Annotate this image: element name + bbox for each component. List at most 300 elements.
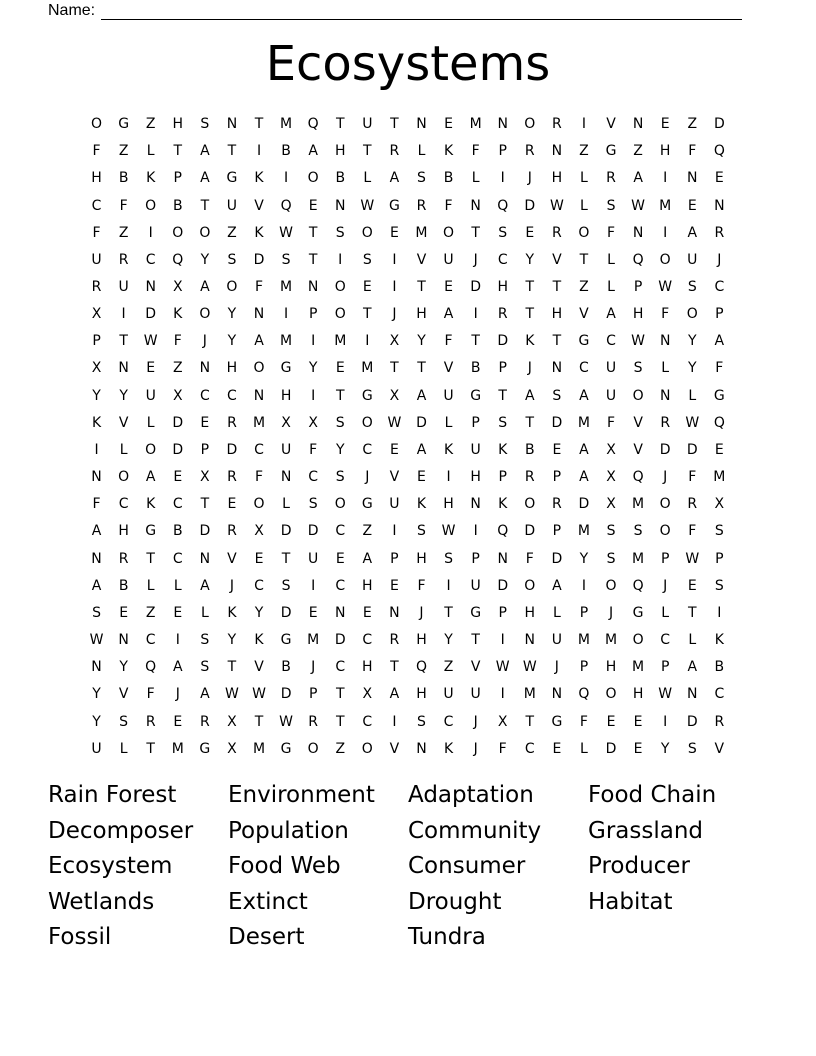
grid-letter[interactable]: Y [119,659,128,676]
grid-letter[interactable]: M [171,740,184,757]
grid-letter[interactable]: K [714,632,724,649]
grid-letter[interactable]: R [227,523,237,540]
grid-letter[interactable]: V [118,414,129,431]
grid-letter[interactable]: F [471,143,480,160]
grid-letter[interactable]: N [687,686,698,703]
grid-letter[interactable]: R [308,713,319,730]
grid-letter[interactable]: N [307,279,319,296]
grid-letter[interactable]: N [497,116,508,133]
grid-letter[interactable]: R [389,632,400,649]
grid-letter[interactable]: J [527,360,532,377]
grid-letter[interactable]: R [227,414,237,431]
grid-letter[interactable]: W [143,333,158,350]
grid-letter[interactable]: V [714,740,725,757]
grid-letter[interactable]: C [606,333,616,350]
grid-letter[interactable]: D [172,414,184,431]
grid-letter[interactable]: V [579,306,589,323]
grid-letter[interactable]: O [632,632,644,649]
grid-letter[interactable]: S [633,523,643,540]
grid-letter[interactable]: S [362,251,372,268]
grid-letter[interactable]: H [91,170,102,187]
grid-letter[interactable]: F [715,360,724,377]
grid-letter[interactable]: J [365,469,370,486]
grid-letter[interactable]: W [441,523,456,540]
grid-letter[interactable]: M [307,632,320,649]
grid-letter[interactable]: K [525,333,535,350]
grid-letter[interactable]: L [607,279,615,296]
grid-letter[interactable]: N [226,116,238,133]
grid-letter[interactable]: T [444,604,453,621]
grid-letter[interactable]: L [282,496,290,513]
grid-letter[interactable]: I [500,686,505,703]
grid-letter[interactable]: O [334,306,346,323]
grid-letter[interactable]: O [524,116,536,133]
grid-letter[interactable]: E [687,197,697,214]
grid-letter[interactable]: G [578,333,590,350]
grid-letter[interactable]: A [91,577,102,594]
grid-letter[interactable]: K [498,496,508,513]
grid-letter[interactable]: P [633,279,643,296]
grid-letter[interactable]: P [390,550,399,567]
grid-letter[interactable]: D [686,441,698,458]
grid-letter[interactable]: H [632,686,644,703]
grid-letter[interactable]: R [199,713,210,730]
grid-letter[interactable]: O [361,740,373,757]
grid-letter[interactable]: F [92,496,101,513]
grid-letter[interactable]: Z [172,360,183,377]
grid-letter[interactable]: W [658,686,673,703]
grid-letter[interactable]: S [444,550,453,567]
grid-letter[interactable]: R [606,170,616,187]
grid-letter[interactable]: Y [254,604,264,621]
grid-letter[interactable]: T [471,333,480,350]
grid-letter[interactable]: W [387,414,402,431]
grid-letter[interactable]: O [253,496,265,513]
grid-letter[interactable]: A [579,469,589,486]
grid-letter[interactable]: S [606,550,616,567]
grid-letter[interactable]: U [687,251,698,268]
grid-letter[interactable]: Z [633,143,643,160]
grid-letter[interactable]: G [199,740,211,757]
grid-letter[interactable]: A [525,387,535,404]
grid-letter[interactable]: Y [92,686,101,703]
grid-letter[interactable]: O [361,224,373,241]
grid-letter[interactable]: I [473,523,478,540]
grid-letter[interactable]: G [470,387,482,404]
grid-letter[interactable]: V [389,469,400,486]
grid-letter[interactable]: C [118,496,129,513]
grid-letter[interactable]: O [199,224,211,241]
grid-letter[interactable]: D [470,279,482,296]
grid-letter[interactable]: S [498,224,508,241]
grid-letter[interactable]: R [687,496,698,513]
grid-letter[interactable]: E [362,279,372,296]
grid-letter[interactable]: M [713,469,726,486]
grid-letter[interactable]: W [522,659,537,676]
grid-letter[interactable]: D [524,197,536,214]
grid-letter[interactable]: M [659,197,672,214]
grid-letter[interactable]: O [307,740,319,757]
grid-letter[interactable]: D [713,116,725,133]
grid-letter[interactable]: A [416,387,427,404]
grid-letter[interactable]: S [687,279,697,296]
grid-letter[interactable]: W [549,197,564,214]
grid-letter[interactable]: F [579,713,588,730]
grid-letter[interactable]: B [172,197,183,214]
grid-letter[interactable]: J [663,577,668,594]
grid-letter[interactable]: I [392,523,397,540]
grid-letter[interactable]: J [392,306,397,323]
grid-letter[interactable]: H [632,306,644,323]
grid-letter[interactable]: N [416,116,427,133]
grid-letter[interactable]: J [663,469,668,486]
grid-letter[interactable]: Q [632,577,644,594]
grid-letter[interactable]: A [552,577,562,594]
grid-letter[interactable]: O [199,306,211,323]
grid-letter[interactable]: E [660,116,670,133]
grid-letter[interactable]: C [199,387,210,404]
grid-letter[interactable]: M [280,333,293,350]
grid-letter[interactable]: N [91,659,102,676]
grid-letter[interactable]: Z [687,116,698,133]
grid-letter[interactable]: N [659,387,671,404]
grid-letter[interactable]: F [661,306,670,323]
grid-letter[interactable]: I [581,577,587,594]
grid-letter[interactable]: A [200,279,210,296]
grid-letter[interactable]: C [714,686,725,703]
grid-letter[interactable]: Q [632,251,644,268]
grid-letter[interactable]: S [687,740,697,757]
grid-letter[interactable]: R [118,251,129,268]
grid-letter[interactable]: T [281,550,291,567]
grid-letter[interactable]: D [416,414,427,431]
grid-letter[interactable]: D [145,306,157,323]
grid-letter[interactable]: P [498,469,507,486]
grid-letter[interactable]: A [200,143,210,160]
grid-letter[interactable]: S [92,604,101,621]
grid-letter[interactable]: I [121,306,126,323]
grid-letter[interactable]: N [91,550,102,567]
grid-letter[interactable]: L [580,740,588,757]
grid-letter[interactable]: L [688,632,697,649]
grid-letter[interactable]: A [714,333,725,350]
grid-letter[interactable]: X [308,414,318,431]
grid-letter[interactable]: Q [713,414,725,431]
grid-letter[interactable]: O [226,279,238,296]
grid-letter[interactable]: E [389,441,399,458]
grid-letter[interactable]: Z [118,224,129,241]
grid-letter[interactable]: U [308,550,319,567]
grid-letter[interactable]: Y [308,360,318,377]
grid-letter[interactable]: M [252,740,266,757]
grid-letter[interactable]: T [687,604,697,621]
grid-letter[interactable]: Y [92,713,101,730]
grid-letter[interactable]: E [633,740,643,757]
grid-letter[interactable]: O [605,577,617,594]
grid-letter[interactable]: K [146,496,156,513]
grid-letter[interactable]: L [173,577,182,594]
grid-letter[interactable]: J [527,170,532,187]
grid-letter[interactable]: U [551,632,562,649]
grid-letter[interactable]: A [308,143,318,160]
grid-letter[interactable]: E [417,469,426,486]
grid-letter[interactable]: X [714,496,725,513]
grid-letter[interactable]: C [335,577,346,594]
grid-letter[interactable]: C [254,441,264,458]
grid-letter[interactable]: L [607,251,615,268]
grid-letter[interactable]: I [175,632,180,649]
grid-letter[interactable]: K [443,143,454,160]
grid-letter[interactable]: O [524,577,536,594]
grid-letter[interactable]: A [687,659,698,676]
grid-letter[interactable]: E [200,414,210,431]
grid-letter[interactable]: K [91,414,102,431]
grid-letter[interactable]: B [172,523,183,540]
grid-letter[interactable]: P [471,550,480,567]
grid-letter[interactable]: J [608,604,614,621]
grid-letter[interactable]: W [685,550,700,567]
grid-letter[interactable]: W [685,414,700,431]
grid-letter[interactable]: V [552,251,562,268]
grid-letter[interactable]: J [717,251,722,268]
grid-letter[interactable]: X [227,713,237,730]
grid-letter[interactable]: O [578,224,590,241]
grid-letter[interactable]: P [173,170,182,187]
grid-letter[interactable]: U [226,197,238,214]
grid-letter[interactable]: T [525,414,535,431]
grid-letter[interactable]: H [605,659,617,676]
grid-letter[interactable]: F [254,279,264,296]
grid-letter[interactable]: H [416,686,427,703]
grid-letter[interactable]: J [229,577,234,594]
grid-letter[interactable]: I [663,224,668,241]
grid-letter[interactable]: D [659,441,671,458]
grid-letter[interactable]: F [254,469,264,486]
grid-letter[interactable]: A [200,577,210,594]
grid-letter[interactable]: O [334,496,346,513]
grid-letter[interactable]: H [172,116,184,133]
grid-letter[interactable]: R [389,143,400,160]
grid-letter[interactable]: Y [687,360,697,377]
grid-letter[interactable]: N [145,279,156,296]
grid-letter[interactable]: F [92,224,101,241]
grid-letter[interactable]: T [173,143,183,160]
grid-letter[interactable]: P [498,143,507,160]
grid-letter[interactable]: V [254,197,264,214]
grid-letter[interactable]: A [200,686,210,703]
grid-letter[interactable]: W [279,224,293,241]
grid-letter[interactable]: R [416,197,427,214]
grid-letter[interactable]: U [389,496,400,513]
grid-letter[interactable]: I [392,713,397,730]
grid-letter[interactable]: X [227,740,237,757]
grid-letter[interactable]: G [361,496,373,513]
grid-letter[interactable]: O [605,686,617,703]
grid-letter[interactable]: M [523,686,536,703]
grid-letter[interactable]: Q [497,523,509,540]
grid-letter[interactable]: N [335,604,346,621]
grid-letter[interactable]: H [334,143,346,160]
grid-letter[interactable]: A [633,170,643,187]
grid-letter[interactable]: Y [227,632,237,649]
grid-letter[interactable]: N [714,197,725,214]
grid-letter[interactable]: P [92,333,101,350]
grid-letter[interactable]: O [307,170,319,187]
grid-letter[interactable]: E [687,577,697,594]
grid-letter[interactable]: M [632,496,645,513]
grid-letter[interactable]: T [146,550,155,567]
grid-letter[interactable]: A [200,170,210,187]
grid-letter[interactable]: I [392,251,397,268]
grid-letter[interactable]: S [227,251,237,268]
grid-letter[interactable]: N [389,604,400,621]
grid-letter[interactable]: R [145,713,156,730]
grid-letter[interactable]: S [119,713,129,730]
grid-letter[interactable]: X [91,306,102,323]
grid-letter[interactable]: G [280,740,292,757]
grid-letter[interactable]: U [443,387,454,404]
grid-letter[interactable]: S [417,523,426,540]
grid-letter[interactable]: Q [713,143,725,160]
grid-letter[interactable]: C [172,496,183,513]
grid-letter[interactable]: Q [578,686,590,703]
grid-letter[interactable]: P [200,441,210,458]
grid-letter[interactable]: H [416,306,427,323]
grid-letter[interactable]: X [172,279,183,296]
grid-letter[interactable]: Y [660,740,670,757]
grid-letter[interactable]: Y [92,387,101,404]
grid-letter[interactable]: A [416,441,427,458]
grid-letter[interactable]: D [551,550,563,567]
grid-letter[interactable]: V [470,659,481,676]
grid-letter[interactable]: D [578,496,590,513]
grid-letter[interactable]: F [498,740,507,757]
grid-letter[interactable]: G [605,143,617,160]
grid-letter[interactable]: F [417,577,426,594]
grid-letter[interactable]: N [91,469,102,486]
grid-letter[interactable]: D [226,441,238,458]
grid-letter[interactable]: K [254,632,264,649]
grid-letter[interactable]: G [118,116,130,133]
grid-letter[interactable]: I [500,170,505,187]
grid-letter[interactable]: M [577,523,590,540]
grid-letter[interactable]: L [444,414,453,431]
grid-letter[interactable]: A [389,170,400,187]
grid-letter[interactable]: R [497,306,508,323]
grid-letter[interactable]: L [200,604,209,621]
grid-letter[interactable]: O [524,496,536,513]
grid-letter[interactable]: Z [579,143,589,160]
grid-letter[interactable]: O [443,224,455,241]
grid-letter[interactable]: D [497,577,509,594]
grid-letter[interactable]: P [579,659,589,676]
grid-letter[interactable]: Z [227,224,237,241]
grid-letter[interactable]: G [551,713,563,730]
grid-letter[interactable]: I [148,224,153,241]
grid-letter[interactable]: L [119,441,128,458]
grid-letter[interactable]: T [200,496,210,513]
grid-letter[interactable]: L [552,604,561,621]
grid-letter[interactable]: S [498,414,508,431]
grid-letter[interactable]: Y [525,251,535,268]
grid-letter[interactable]: S [200,632,210,649]
grid-letter[interactable]: T [308,224,318,241]
grid-letter[interactable]: X [497,713,508,730]
grid-letter[interactable]: W [631,197,646,214]
grid-letter[interactable]: G [388,197,400,214]
grid-letter[interactable]: D [686,713,698,730]
grid-letter[interactable]: E [308,604,318,621]
grid-letter[interactable]: M [604,632,618,649]
grid-letter[interactable]: C [443,713,454,730]
grid-letter[interactable]: T [417,360,426,377]
grid-letter[interactable]: H [659,143,671,160]
grid-letter[interactable]: U [470,577,481,594]
grid-letter[interactable]: B [118,170,129,187]
grid-letter[interactable]: L [661,604,670,621]
grid-letter[interactable]: E [389,224,399,241]
grid-letter[interactable]: T [498,387,507,404]
grid-letter[interactable]: L [688,387,697,404]
grid-letter[interactable]: T [254,116,264,133]
grid-letter[interactable]: K [146,170,156,187]
grid-letter[interactable]: M [469,116,482,133]
grid-letter[interactable]: F [525,550,534,567]
grid-letter[interactable]: J [473,251,478,268]
grid-letter[interactable]: X [172,387,183,404]
grid-letter[interactable]: K [443,441,454,458]
grid-letter[interactable]: R [524,469,535,486]
grid-letter[interactable]: S [714,577,724,594]
grid-letter[interactable]: H [362,577,373,594]
grid-letter[interactable]: O [659,496,671,513]
grid-letter[interactable]: Y [200,251,210,268]
grid-letter[interactable]: Y [227,306,237,323]
grid-letter[interactable]: O [632,387,644,404]
grid-letter[interactable]: O [361,414,373,431]
grid-letter[interactable]: F [92,143,101,160]
grid-letter[interactable]: X [200,469,210,486]
grid-letter[interactable]: B [281,143,291,160]
grid-letter[interactable]: E [335,550,345,567]
grid-letter[interactable]: U [91,251,102,268]
grid-letter[interactable]: N [687,170,698,187]
grid-letter[interactable]: G [713,387,725,404]
grid-letter[interactable]: O [334,279,346,296]
grid-letter[interactable]: C [145,251,156,268]
grid-letter[interactable]: E [633,713,643,730]
grid-letter[interactable]: O [145,197,157,214]
grid-letter[interactable]: R [118,550,129,567]
grid-letter[interactable]: E [335,360,345,377]
grid-letter[interactable]: C [335,523,346,540]
grid-letter[interactable]: M [361,360,374,377]
grid-letter[interactable]: D [524,523,536,540]
grid-letter[interactable]: U [605,387,617,404]
grid-letter[interactable]: T [552,333,562,350]
grid-letter[interactable]: F [119,197,128,214]
grid-letter[interactable]: F [688,143,697,160]
grid-letter[interactable]: R [660,414,671,431]
grid-letter[interactable]: T [525,306,535,323]
grid-letter[interactable]: I [392,279,397,296]
grid-letter[interactable]: F [606,224,616,241]
grid-letter[interactable]: H [226,360,238,377]
grid-letter[interactable]: X [389,387,400,404]
grid-letter[interactable]: O [172,224,184,241]
grid-letter[interactable]: T [146,740,155,757]
grid-letter[interactable]: O [253,360,265,377]
